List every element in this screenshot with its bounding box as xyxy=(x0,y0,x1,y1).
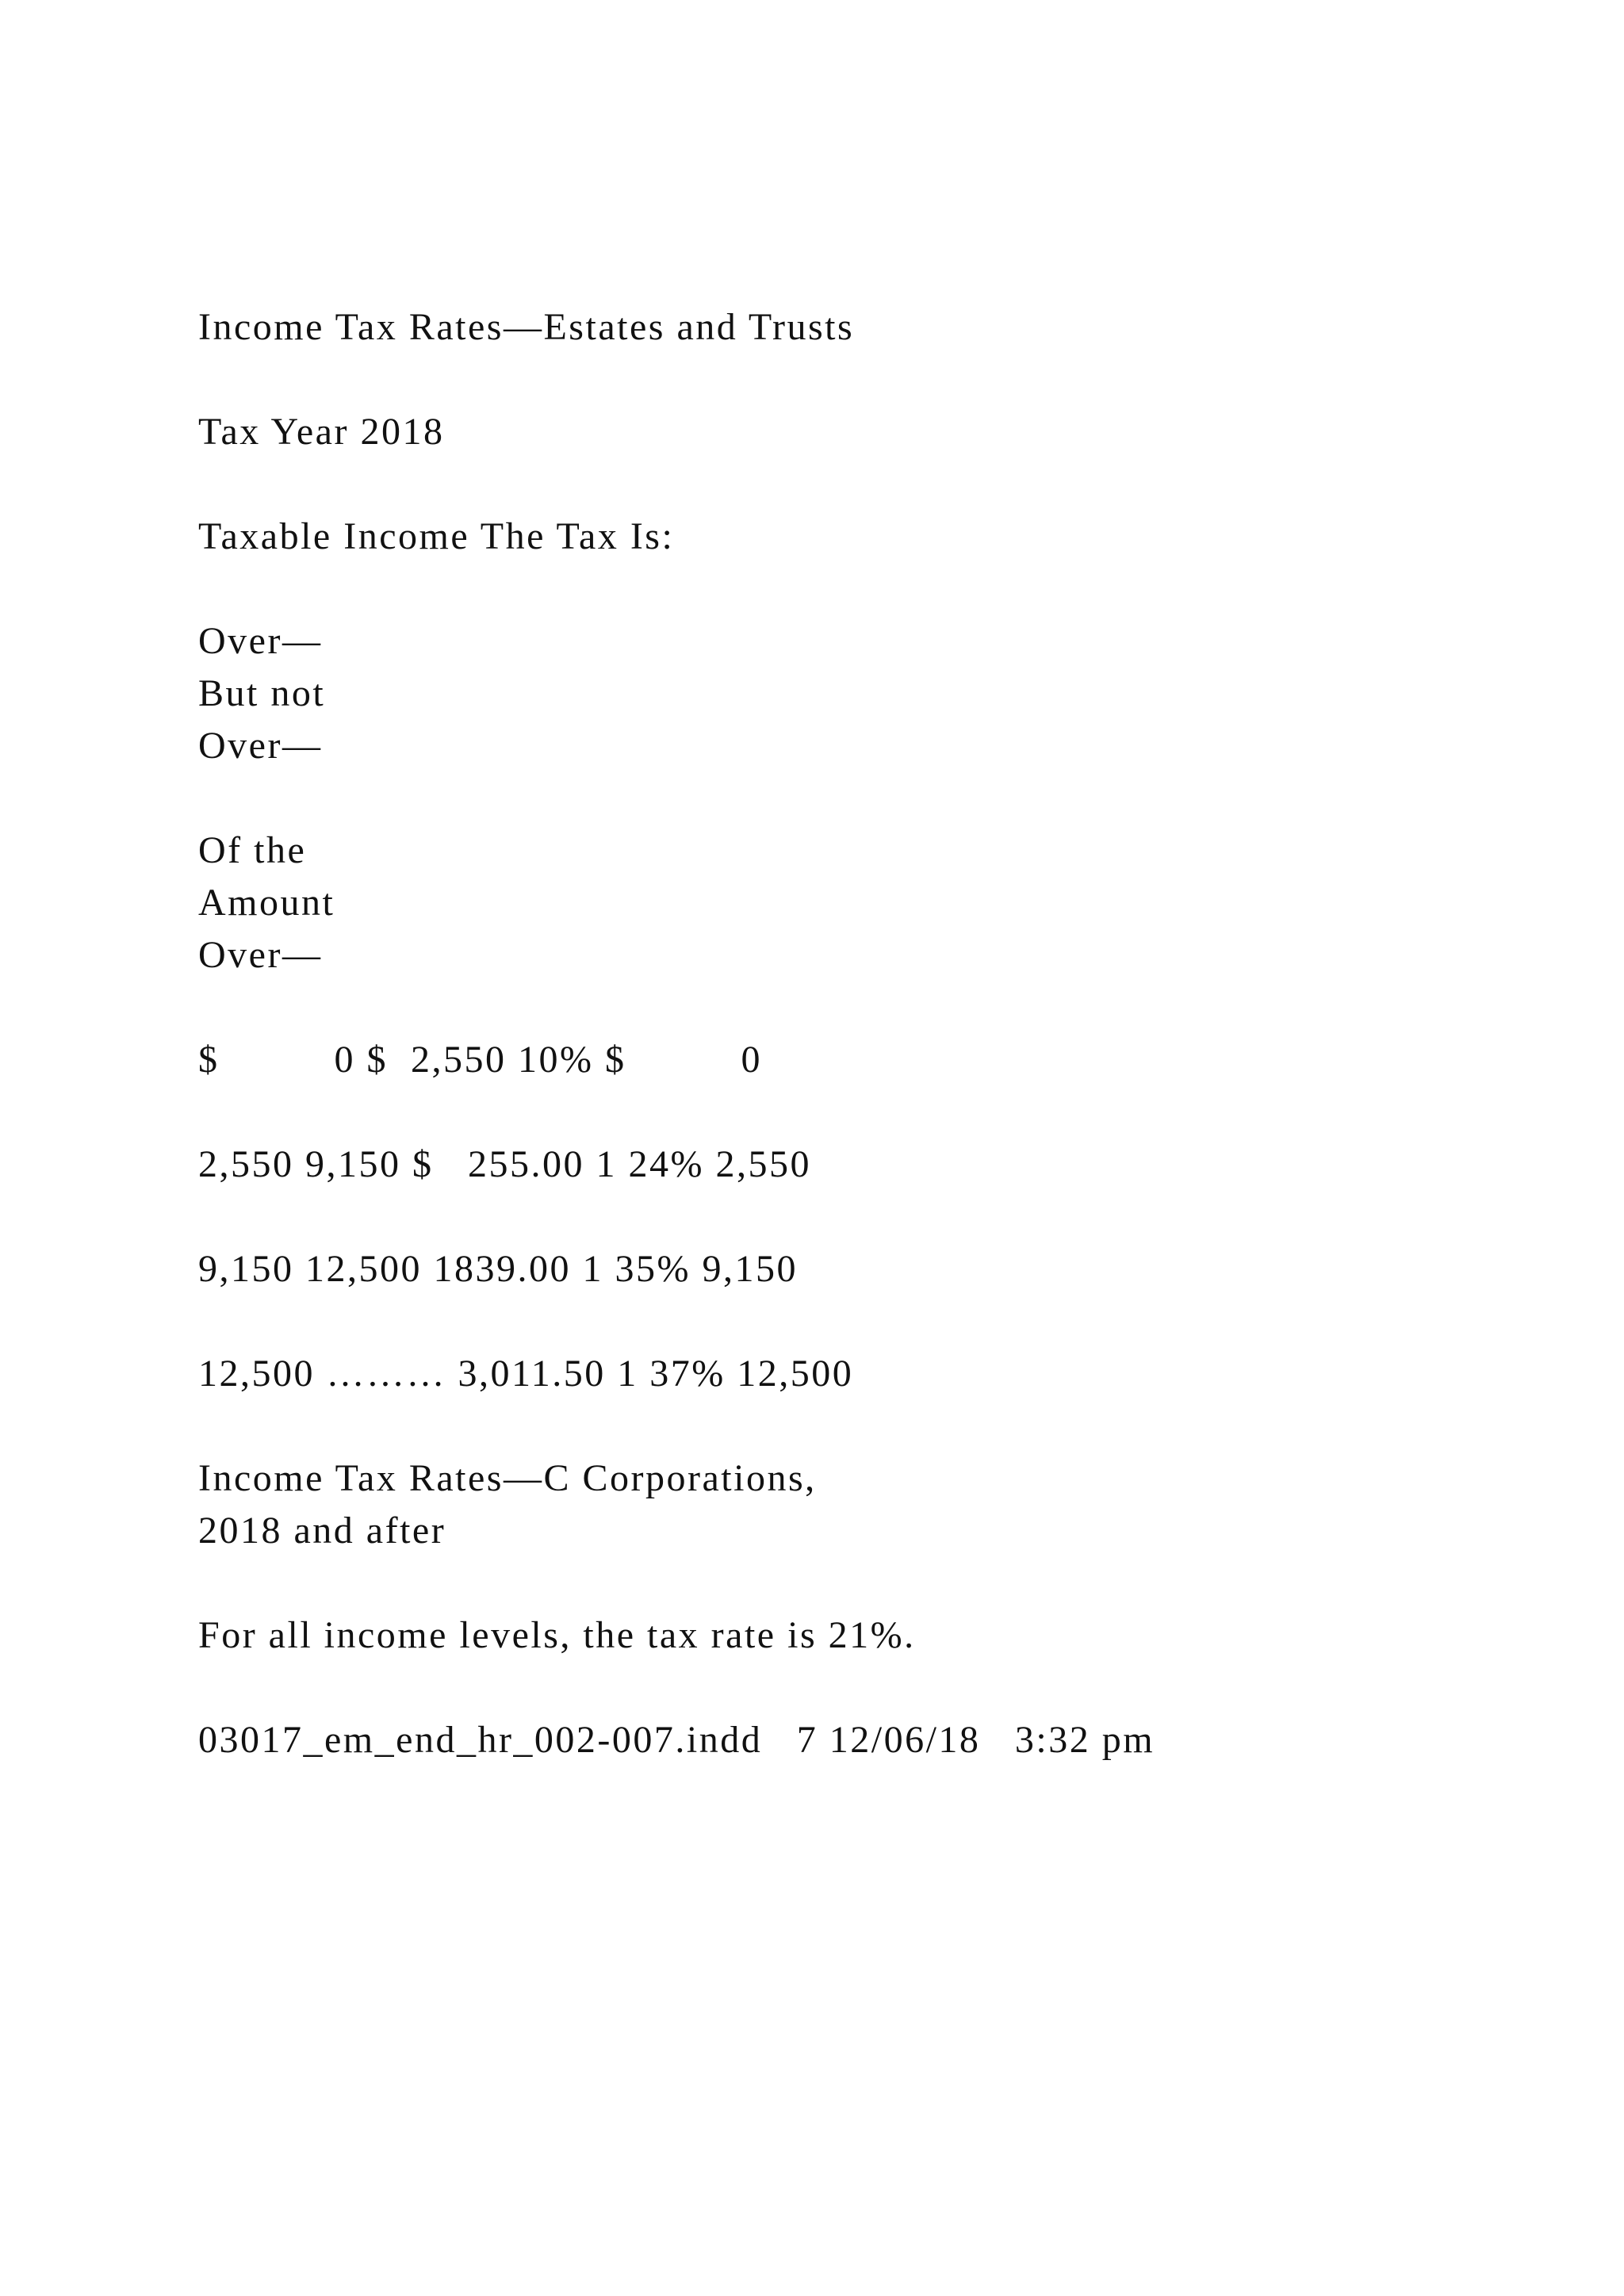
document-body xyxy=(198,0,1546,1761)
corporations-title-line2: 2018 and after xyxy=(198,1510,446,1552)
table-row: 12,500 ……… 3,011.50 1 37% 12,500 xyxy=(198,1353,854,1395)
estates-trusts-title: Income Tax Rates—Estates and Trusts xyxy=(198,306,855,348)
column-but-not-label: But not xyxy=(198,672,326,714)
corporations-rate-note: For all income levels, the tax rate is 21%. xyxy=(198,1614,916,1656)
column-of-the-label: Of the xyxy=(198,829,307,871)
file-footer: 03017_em_end_hr_002-007.indd 7 12/06/18 3:32 pm xyxy=(198,1719,1155,1761)
column-amount-label: Amount xyxy=(198,882,335,924)
column-over-label-2: Over— xyxy=(198,725,323,767)
tax-year-heading: Tax Year 2018 xyxy=(198,411,445,453)
column-over-label: Over— xyxy=(198,620,323,662)
table-row: 2,550 9,150 $ 255.00 1 24% 2,550 xyxy=(198,1143,811,1185)
table-row: $ 0 $ 2,550 10% $ 0 xyxy=(198,1039,762,1081)
table-row: 9,150 12,500 1839.00 1 35% 9,150 xyxy=(198,1248,798,1290)
column-over-label-3: Over— xyxy=(198,934,323,976)
table-header-line: Taxable Income The Tax Is: xyxy=(198,515,675,557)
corporations-title-line1: Income Tax Rates—C Corporations, xyxy=(198,1457,817,1499)
